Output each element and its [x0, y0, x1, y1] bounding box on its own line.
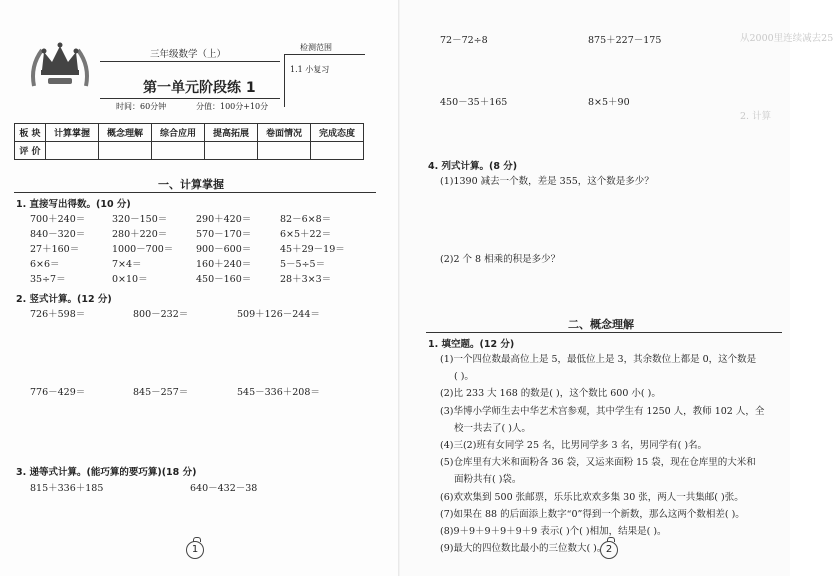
question-1-title: 1. 直接写出得数。(10 分): [16, 199, 131, 210]
fill-blank-line: (3)华博小学师生去中华艺术宫参观，其中学生有 1250 人，教师 102 人，全: [440, 406, 765, 417]
vertical-calc-item: 845－257＝: [133, 387, 189, 398]
table-cell: [311, 142, 364, 160]
oral-calc-item: 450－160＝: [196, 274, 252, 285]
table-header-cell: 卷面情况: [258, 124, 311, 142]
header-rule: [100, 61, 280, 62]
table-header-cell: 完成态度: [311, 124, 364, 142]
oral-calc-item: 320－150＝: [112, 214, 168, 225]
oral-calc-item: 6×5＋22＝: [280, 229, 332, 240]
table-cell: [99, 142, 152, 160]
vertical-calc-item: 776－429＝: [30, 387, 86, 398]
range-box: [284, 54, 365, 107]
oral-calc-item: 6×6＝: [30, 259, 60, 270]
step-calc-item: 72－72÷8: [440, 35, 488, 46]
oral-calc-item: 28＋3×3＝: [280, 274, 332, 285]
fill-blank-line: 面粉共有( )袋。: [454, 474, 522, 485]
section-rule: [426, 332, 782, 333]
right-page: [400, 0, 833, 576]
oral-calc-item: 290＋420＝: [196, 214, 252, 225]
range-value: 1.1 小复习: [290, 65, 330, 74]
fill-blank-line: 校一共去了( )人。: [454, 423, 531, 434]
table-cell: [205, 142, 258, 160]
word-problem-item: (1)1390 减去一个数，差是 355，这个数是多少？: [440, 176, 654, 187]
fill-blank-line: (6)欢欢集到 500 张邮票，乐乐比欢欢多集 30 张，两人一共集邮( )张。: [440, 492, 744, 503]
time-label: 时间：60分钟: [116, 102, 167, 111]
vertical-calc-item: 509＋126－244＝: [237, 309, 320, 320]
oral-calc-item: 5－5÷5＝: [280, 259, 326, 270]
vertical-calc-item: 726＋598＝: [30, 309, 86, 320]
table-cell: [258, 142, 311, 160]
evaluation-table: [14, 123, 364, 160]
oral-calc-item: 840－320＝: [30, 229, 86, 240]
fill-blank-line: (2)比 233 大 168 的数是( )，这个数比 600 小( )。: [440, 388, 661, 399]
oral-calc-item: 700＋240＝: [30, 214, 86, 225]
question-4-title: 4. 列式计算。(8 分): [428, 161, 518, 172]
table-row: [15, 142, 364, 160]
step-calc-item: 450－35＋165: [440, 97, 508, 108]
fill-blank-title: 1. 填空题。(12 分): [428, 339, 515, 350]
table-header-cell: 提高拓展: [205, 124, 258, 142]
page-number: 1: [186, 541, 204, 559]
fill-blank-line: (7)如果在 88 的后面添上数字“0”得到一个新数，那么这两个数相差( )。: [440, 509, 745, 520]
word-problem-item: (2)2 个 8 相乘的积是多少？: [440, 254, 561, 265]
table-cell: [46, 142, 99, 160]
oral-calc-item: 35÷7＝: [30, 274, 66, 285]
oral-calc-item: 7×4＝: [112, 259, 142, 270]
oral-calc-item: 1000－700＝: [112, 244, 174, 255]
section-title-computation: 一、计算掌握: [158, 178, 224, 191]
fill-blank-line: (4)三(2)班有女同学 25 名，比男同学多 3 名，男同学有( )名。: [440, 440, 708, 451]
table-header-cell: 综合应用: [152, 124, 205, 142]
oral-calc-item: 0×10＝: [112, 274, 148, 285]
table-header-cell: 板 块: [15, 124, 46, 142]
section-title-concepts: 二、概念理解: [568, 318, 634, 331]
page-title: 第一单元阶段练 1: [143, 80, 256, 96]
step-calc-item: 875＋227－175: [588, 35, 662, 46]
section-rule: [14, 192, 376, 193]
oral-calc-item: 280＋220＝: [112, 229, 168, 240]
fill-blank-line: (5)仓库里有大米和面粉各 36 袋，又运来面粉 15 袋，现在仓库里的大米和: [440, 457, 756, 468]
step-calc-item: 640－432－38: [190, 483, 258, 494]
vertical-calc-item: 545－336＋208＝: [237, 387, 320, 398]
score-label: 分值：100分+10分: [196, 102, 269, 111]
step-calc-item: 8×5＋90: [588, 97, 630, 108]
step-calc-item: 815＋336＋185: [30, 483, 104, 494]
subject-label: 三年级数学（上）: [150, 49, 227, 60]
oral-calc-item: 160＋240＝: [196, 259, 252, 270]
oral-calc-item: 570－170＝: [196, 229, 252, 240]
fill-blank-line: (8)9＋9＋9＋9＋9＋9 表示( )个( )相加，结果是( )。: [440, 526, 667, 537]
oral-calc-item: 27＋160＝: [30, 244, 80, 255]
table-header-cell: 概念理解: [99, 124, 152, 142]
table-header-cell: 计算掌握: [46, 124, 99, 142]
table-row-label: 评 价: [15, 142, 46, 160]
fill-blank-line: (1)一个四位数最高位上是 5，最低位上是 3，其余数位上都是 0，这个数是: [440, 354, 757, 365]
oral-calc-item: 900－600＝: [196, 244, 252, 255]
vertical-calc-item: 800－232＝: [133, 309, 189, 320]
table-row: [15, 124, 364, 142]
question-2-title: 2. 竖式计算。(12 分): [16, 294, 112, 305]
fill-blank-line: ( )。: [454, 371, 474, 382]
left-page: [0, 0, 400, 576]
range-label: 检测范围: [300, 43, 332, 52]
oral-calc-item: 82－6×8＝: [280, 214, 332, 225]
question-3-title: 3. 递等式计算。(能巧算的要巧算)(18 分): [16, 467, 197, 478]
header-rule-lower: [100, 98, 280, 99]
oral-calc-item: 45＋29－19＝: [280, 244, 345, 255]
crown-badge-logo: [28, 36, 92, 92]
table-cell: [152, 142, 205, 160]
bleed-through-text: 从2000里连续减去25: [740, 33, 833, 44]
fill-blank-line: (9)最大的四位数比最小的三位数大( )。: [440, 543, 607, 554]
bleed-through-text: 2. 计算: [740, 111, 772, 122]
page-number: 2: [600, 541, 618, 559]
